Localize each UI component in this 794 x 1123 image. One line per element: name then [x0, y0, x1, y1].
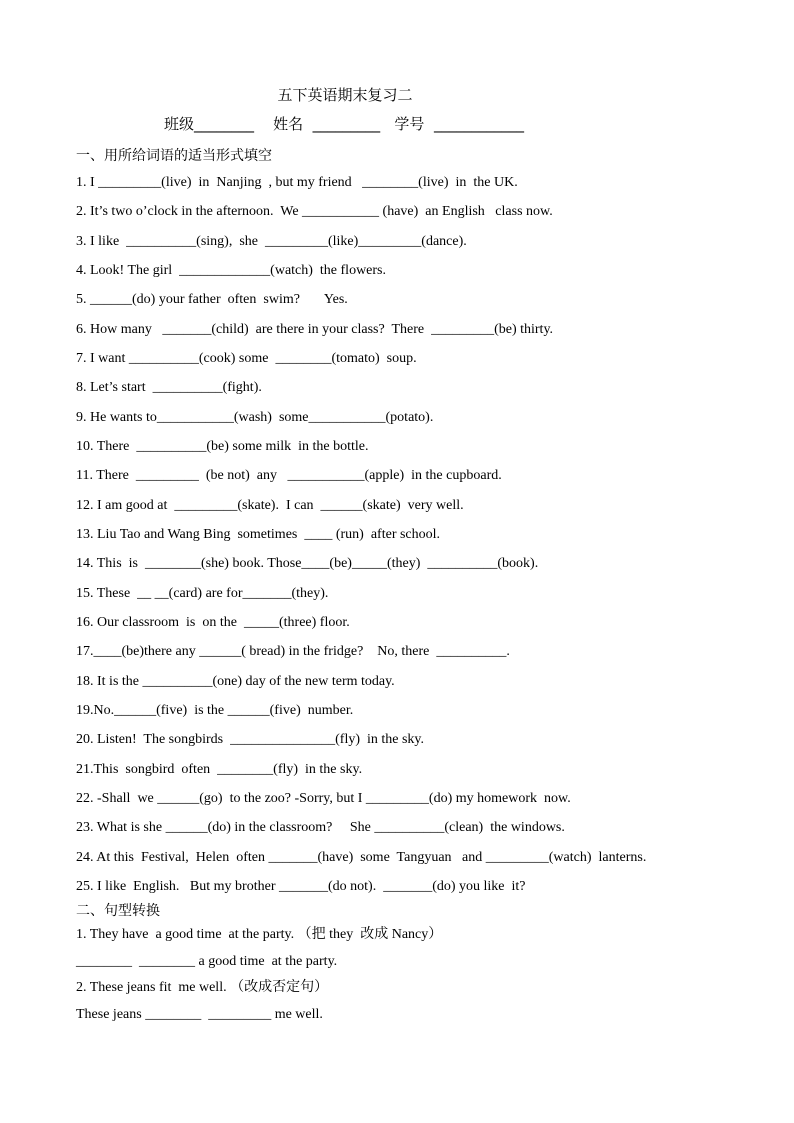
exercise-item: 23. What is she ______(do) in the classroom? She __________(clean) the windows.: [76, 820, 565, 835]
exercise-item: 21.This songbird often ________(fly) in the sky.: [76, 762, 363, 777]
section-2-heading: 二、句型转换: [76, 903, 160, 919]
exercise-item: 4. Look! The girl _____________(watch) the flowers.: [76, 263, 387, 278]
exercise-item: 17.____(be)there any ______( bread) in the fridge? No, there __________.: [76, 644, 510, 659]
exercise-item: 13. Liu Tao and Wang Bing sometimes ____ (run) after school.: [76, 527, 441, 542]
answer-line: ________ ________ a good time at the party.: [76, 954, 338, 969]
exercise-item: 9. He wants to___________(wash) some___________(potato).: [76, 410, 434, 425]
exercise-item: 3. I like __________(sing), she _________(like)_________(dance).: [76, 234, 467, 249]
section-1-heading: 一、用所给词语的适当形式填空: [76, 148, 272, 164]
page-title: 五下英语期末复习二: [277, 86, 413, 104]
exercise-item: 10. There __________(be) some milk in the bottle.: [76, 439, 369, 454]
exercise-item: 11. There _________ (be not) any ___________(apple) in the cupboard.: [76, 468, 502, 483]
exercise-item: 15. These __ __(card) are for_______(they).: [76, 586, 329, 601]
exercise-item: 6. How many _______(child) are there in your class? There _________(be) thirty.: [76, 322, 554, 337]
exercise-item: 1. I _________(live) in Nanjing , but my friend ________(live) in the UK.: [76, 175, 518, 190]
exercise-item: 12. I am good at _________(skate). I can ______(skate) very well.: [76, 498, 464, 513]
exercise-item: 25. I like English. But my brother _______(do not). _______(do) you like it?: [76, 879, 526, 894]
exercise-item: 14. This is ________(she) book. Those____(be)_____(they) __________(book).: [76, 556, 539, 571]
exercise-item: 18. It is the __________(one) day of the new term today.: [76, 674, 395, 689]
exercise-item: 24. At this Festival, Helen often _______(have) some Tangyuan and _________(watch) lanterns.: [76, 850, 647, 865]
exercise-item: 2. It’s two o’clock in the afternoon. We ___________ (have) an English class now.: [76, 204, 553, 219]
exercise-item: 22. -Shall we ______(go) to the zoo? -Sorry, but I _________(do) my homework now.: [76, 791, 571, 806]
exercise-item: 19.No.______(five) is the ______(five) number.: [76, 703, 354, 718]
student-info-line: 班级________ 姓名 _________ 学号 ____________: [164, 115, 524, 133]
exercise-item: 2. These jeans fit me well. （改成否定句）: [76, 980, 329, 995]
answer-line: These jeans ________ _________ me well.: [76, 1007, 323, 1022]
exercise-item: 1. They have a good time at the party. （把 they 改成 Nancy）: [76, 927, 443, 942]
exercise-item: 20. Listen! The songbirds _______________(fly) in the sky.: [76, 732, 425, 747]
exercise-item: 7. I want __________(cook) some ________(tomato) soup.: [76, 351, 417, 366]
exercise-item: 8. Let’s start __________(fight).: [76, 380, 262, 395]
exercise-item: 16. Our classroom is on the _____(three) floor.: [76, 615, 350, 630]
exercise-item: 5. ______(do) your father often swim? Yes.: [76, 292, 348, 307]
